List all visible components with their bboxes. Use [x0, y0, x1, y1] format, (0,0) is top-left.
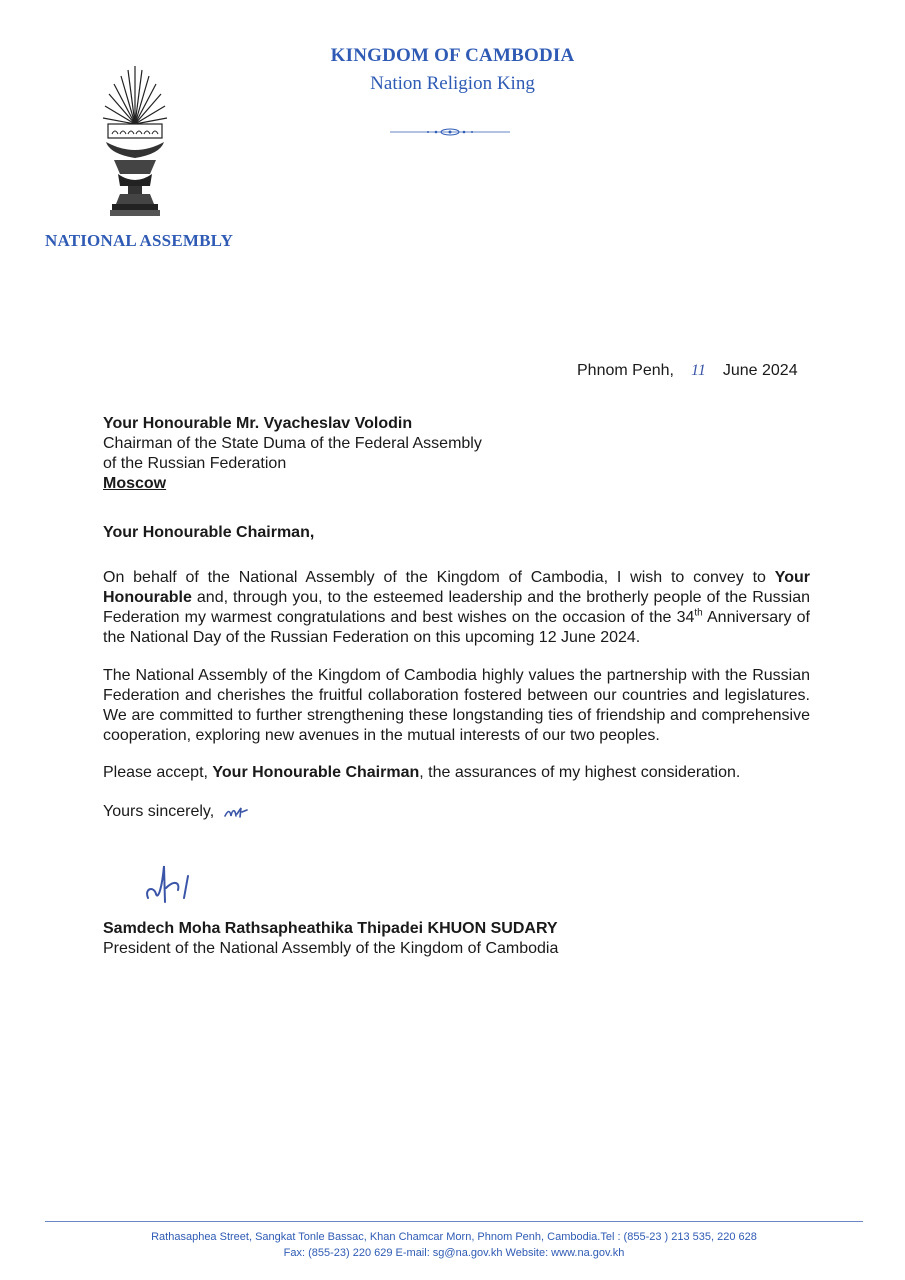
institution-name: NATIONAL ASSEMBLY	[45, 231, 234, 250]
date-line	[577, 362, 798, 380]
signer-block	[103, 919, 558, 959]
p3-text-b: , the assurances of my highest consideration.	[419, 764, 741, 781]
body-paragraph-3	[103, 763, 810, 783]
p1-text-c: Anniversary of the National Day of the Russian Federation on this upcoming 12 June 2024.	[103, 609, 810, 646]
recipient-title-line1: Chairman of the State Duma of the Federal Assembly	[103, 435, 482, 452]
p3-bold: Your Honourable Chairman	[212, 764, 420, 781]
recipient-city: Moscow	[103, 475, 167, 492]
p1-text-b: and, through you, to the esteemed leadership and the brotherly people of the Russian Federation my warmest congratulations and best wishes on the occasion of the 34	[103, 589, 810, 626]
kingdom-title: KINGDOM OF CAMBODIA	[330, 45, 575, 66]
footer-divider	[45, 1221, 863, 1222]
date-month-year: June 2024	[722, 362, 798, 379]
closing-text: Yours sincerely,	[103, 803, 215, 820]
national-motto: Nation Religion King	[370, 73, 535, 94]
recipient-name: Your Honourable Mr. Vyacheslav Volodin	[103, 415, 413, 432]
p1-superscript: th	[694, 607, 703, 619]
recipient-address	[103, 414, 482, 494]
p1-text-a: On behalf of the National Assembly of the Kingdom of Cambodia, I wish to convey to	[103, 569, 775, 586]
signer-title: President of the National Assembly of the Kingdom of Cambodia	[103, 940, 559, 957]
date-day-handwritten: 11	[691, 362, 706, 379]
salutation: Your Honourable Chairman,	[103, 524, 315, 541]
p3-text-a: Please accept,	[103, 764, 213, 781]
body-paragraph-2: The National Assembly of the Kingdom of Cambodia highly values the partnership with the Russian Federation and cherishes the fruitful collaboration fostered between our countries and legislatures. We are committed to further strengthening these longstanding ties of friendship and comprehensive cooperation, exploring new avenues in the mutual interests of our two peoples.	[103, 667, 810, 744]
closing-line	[103, 803, 249, 821]
national-assembly-emblem-icon	[100, 62, 170, 222]
p1-bold: Your Honourable	[103, 569, 810, 606]
footer-address: Rathasaphea Street, Sangkat Tonle Bassac, Khan Chamcar Morn, Phnom Penh, Cambodia.Tel : (855-23 ) 213 535, 220 628	[151, 1231, 757, 1243]
footer-contact	[45, 1229, 863, 1261]
footer-contacts: Fax: (855-23) 220 629 E-mail: sg@na.gov.kh Website: www.na.gov.kh	[283, 1247, 625, 1259]
recipient-title-line2: of the Russian Federation	[103, 455, 287, 472]
body-paragraph-1	[103, 568, 810, 648]
ornament-divider-icon	[390, 126, 510, 138]
letterhead-header	[290, 45, 615, 95]
signature-icon	[140, 858, 220, 908]
date-place: Phnom Penh,	[577, 362, 674, 379]
signer-name: Samdech Moha Rathsapheathika Thipadei KHUON SUDARY	[103, 920, 558, 937]
handwritten-initials-icon	[223, 804, 249, 820]
